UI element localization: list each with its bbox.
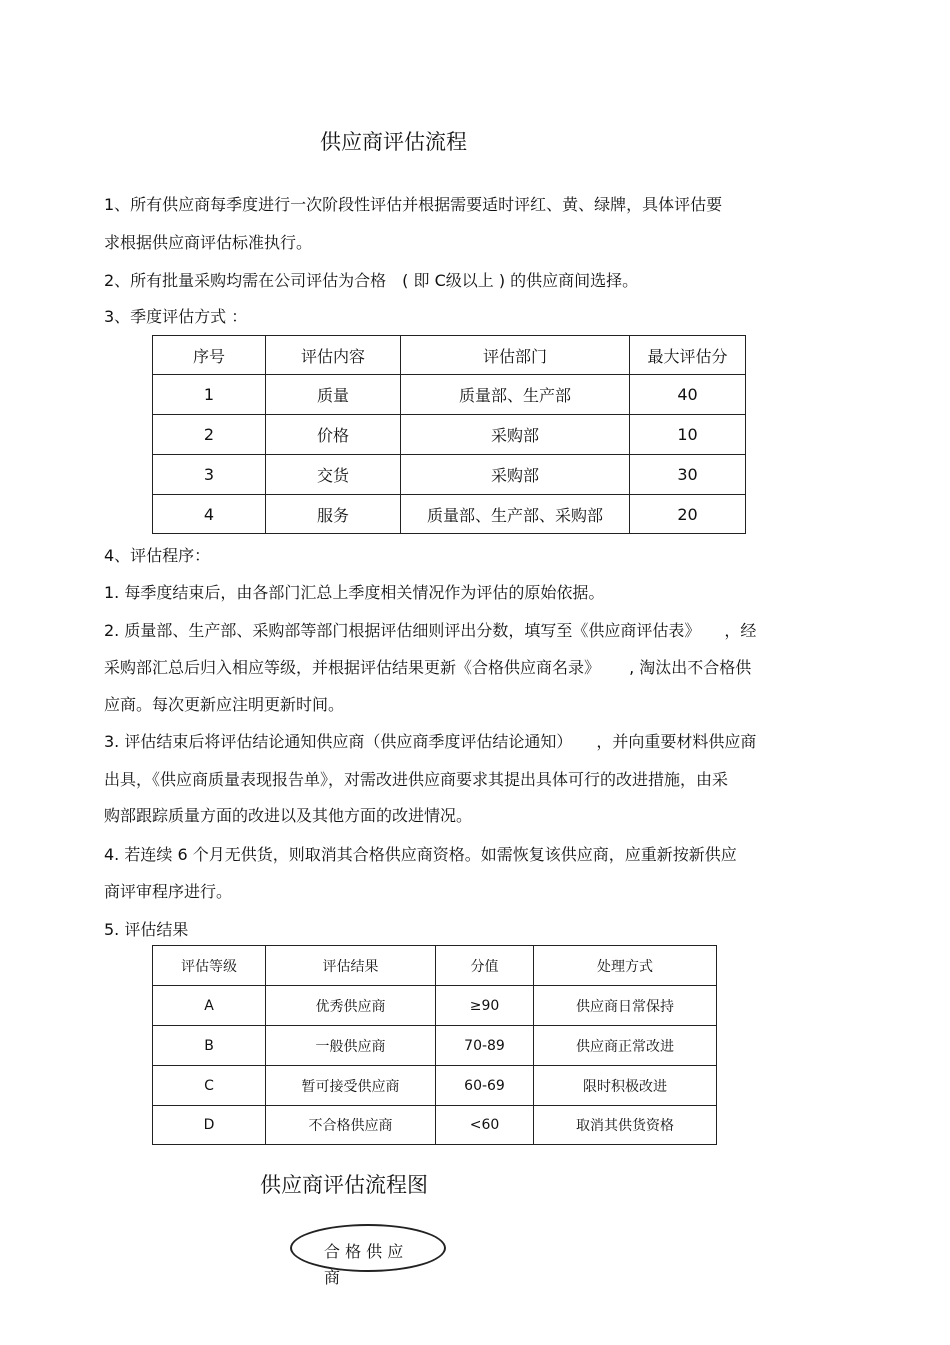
step-2-line-1: 2. 质量部、生产部、采购部等部门根据评估细则评出分数，填写至《供应商评估表》 ，经 bbox=[104, 621, 757, 640]
step-5: 5. 评估结果 bbox=[104, 920, 189, 939]
table-header-cell: 评估结果 bbox=[266, 946, 436, 986]
table-cell: 一般供应商 bbox=[266, 1026, 436, 1066]
table-cell: 取消其供货资格 bbox=[534, 1106, 717, 1145]
table-cell: C bbox=[153, 1066, 266, 1106]
table-header-cell: 评估内容 bbox=[266, 336, 401, 375]
table-cell: 10 bbox=[630, 415, 746, 455]
table-header-row bbox=[153, 946, 717, 986]
table-header-cell: 评估等级 bbox=[153, 946, 266, 986]
table-header-cell: 处理方式 bbox=[534, 946, 717, 986]
table-row bbox=[153, 495, 746, 534]
step-3-line-1: 3. 评估结束后将评估结论通知供应商（供应商季度评估结论通知） ，并向重要材料供应商 bbox=[104, 732, 757, 751]
table-header-cell: 最大评估分 bbox=[630, 336, 746, 375]
table-cell: 采购部 bbox=[401, 415, 630, 455]
table-cell: 1 bbox=[153, 375, 266, 415]
table-cell: 优秀供应商 bbox=[266, 986, 436, 1026]
flowchart-node-label-line-1: 合 格 供 应 bbox=[324, 1242, 404, 1261]
table-row bbox=[153, 375, 746, 415]
table-cell: 服务 bbox=[266, 495, 401, 534]
paragraph-2: 2、所有批量采购均需在公司评估为合格 ( 即 C级以上 ) 的供应商间选择。 bbox=[104, 271, 639, 290]
table-row bbox=[153, 1106, 717, 1145]
step-3-line-2: 出具，《供应商质量表现报告单》，对需改进供应商要求其提出具体可行的改进措施，由采 bbox=[104, 770, 729, 789]
paragraph-1-line-1: 1、所有供应商每季度进行一次阶段性评估并根据需要适时评红、黄、绿牌，具体评估要 bbox=[104, 195, 723, 214]
step-1: 1. 每季度结束后，由各部门汇总上季度相关情况作为评估的原始依据。 bbox=[104, 583, 605, 602]
table-cell: 供应商日常保持 bbox=[534, 986, 717, 1026]
step-4-line-2: 商评审程序进行。 bbox=[104, 882, 233, 901]
table-cell: 交货 bbox=[266, 455, 401, 495]
evaluation-result-table bbox=[152, 945, 717, 1145]
table-cell: B bbox=[153, 1026, 266, 1066]
table-header-row bbox=[153, 336, 746, 375]
flowchart-title: 供应商评估流程图 bbox=[260, 1173, 428, 1197]
paragraph-1-line-2: 求根据供应商评估标准执行。 bbox=[104, 233, 313, 252]
table-cell: 2 bbox=[153, 415, 266, 455]
table-cell: A bbox=[153, 986, 266, 1026]
table-cell: 供应商正常改进 bbox=[534, 1026, 717, 1066]
table-header-cell: 分值 bbox=[436, 946, 534, 986]
table-row bbox=[153, 1026, 717, 1066]
table-cell: 4 bbox=[153, 495, 266, 534]
table-row bbox=[153, 455, 746, 495]
table-cell: 限时积极改进 bbox=[534, 1066, 717, 1106]
step-4-line-1: 4. 若连续 6 个月无供货，则取消其合格供应商资格。如需恢复该供应商，应重新按新供应 bbox=[104, 845, 737, 864]
table-header-cell: 评估部门 bbox=[401, 336, 630, 375]
step-3-line-3: 购部跟踪质量方面的改进以及其他方面的改进情况。 bbox=[104, 806, 473, 825]
table-cell: 价格 bbox=[266, 415, 401, 455]
step-2-line-3: 应商。每次更新应注明更新时间。 bbox=[104, 695, 345, 714]
table-cell: 30 bbox=[630, 455, 746, 495]
table-header-cell: 序号 bbox=[153, 336, 266, 375]
table-cell: 3 bbox=[153, 455, 266, 495]
flowchart-node-label-line-2: 商 bbox=[324, 1268, 341, 1287]
table-cell: 不合格供应商 bbox=[266, 1106, 436, 1145]
page-title: 供应商评估流程 bbox=[320, 130, 467, 154]
table-cell: 暂可接受供应商 bbox=[266, 1066, 436, 1106]
table-cell: 20 bbox=[630, 495, 746, 534]
paragraph-3: 3、季度评估方式 ： bbox=[104, 307, 248, 326]
quarterly-evaluation-table bbox=[152, 335, 746, 534]
table-row bbox=[153, 986, 717, 1026]
table-cell: 质量部、生产部 bbox=[401, 375, 630, 415]
table-cell: 60-69 bbox=[436, 1066, 534, 1106]
table-cell: <60 bbox=[436, 1106, 534, 1145]
table-cell: 质量 bbox=[266, 375, 401, 415]
table-row bbox=[153, 415, 746, 455]
table-cell: 70-89 bbox=[436, 1026, 534, 1066]
step-2-line-2: 采购部汇总后归入相应等级，并根据评估结果更新《合格供应商名录》 , 淘汰出不合格供 bbox=[104, 658, 752, 677]
table-cell: D bbox=[153, 1106, 266, 1145]
table-cell: 采购部 bbox=[401, 455, 630, 495]
table-cell: 40 bbox=[630, 375, 746, 415]
table-cell: ≥90 bbox=[436, 986, 534, 1026]
table-row bbox=[153, 1066, 717, 1106]
paragraph-4: 4、评估程序： bbox=[104, 546, 211, 565]
table-cell: 质量部、生产部、采购部 bbox=[401, 495, 630, 534]
